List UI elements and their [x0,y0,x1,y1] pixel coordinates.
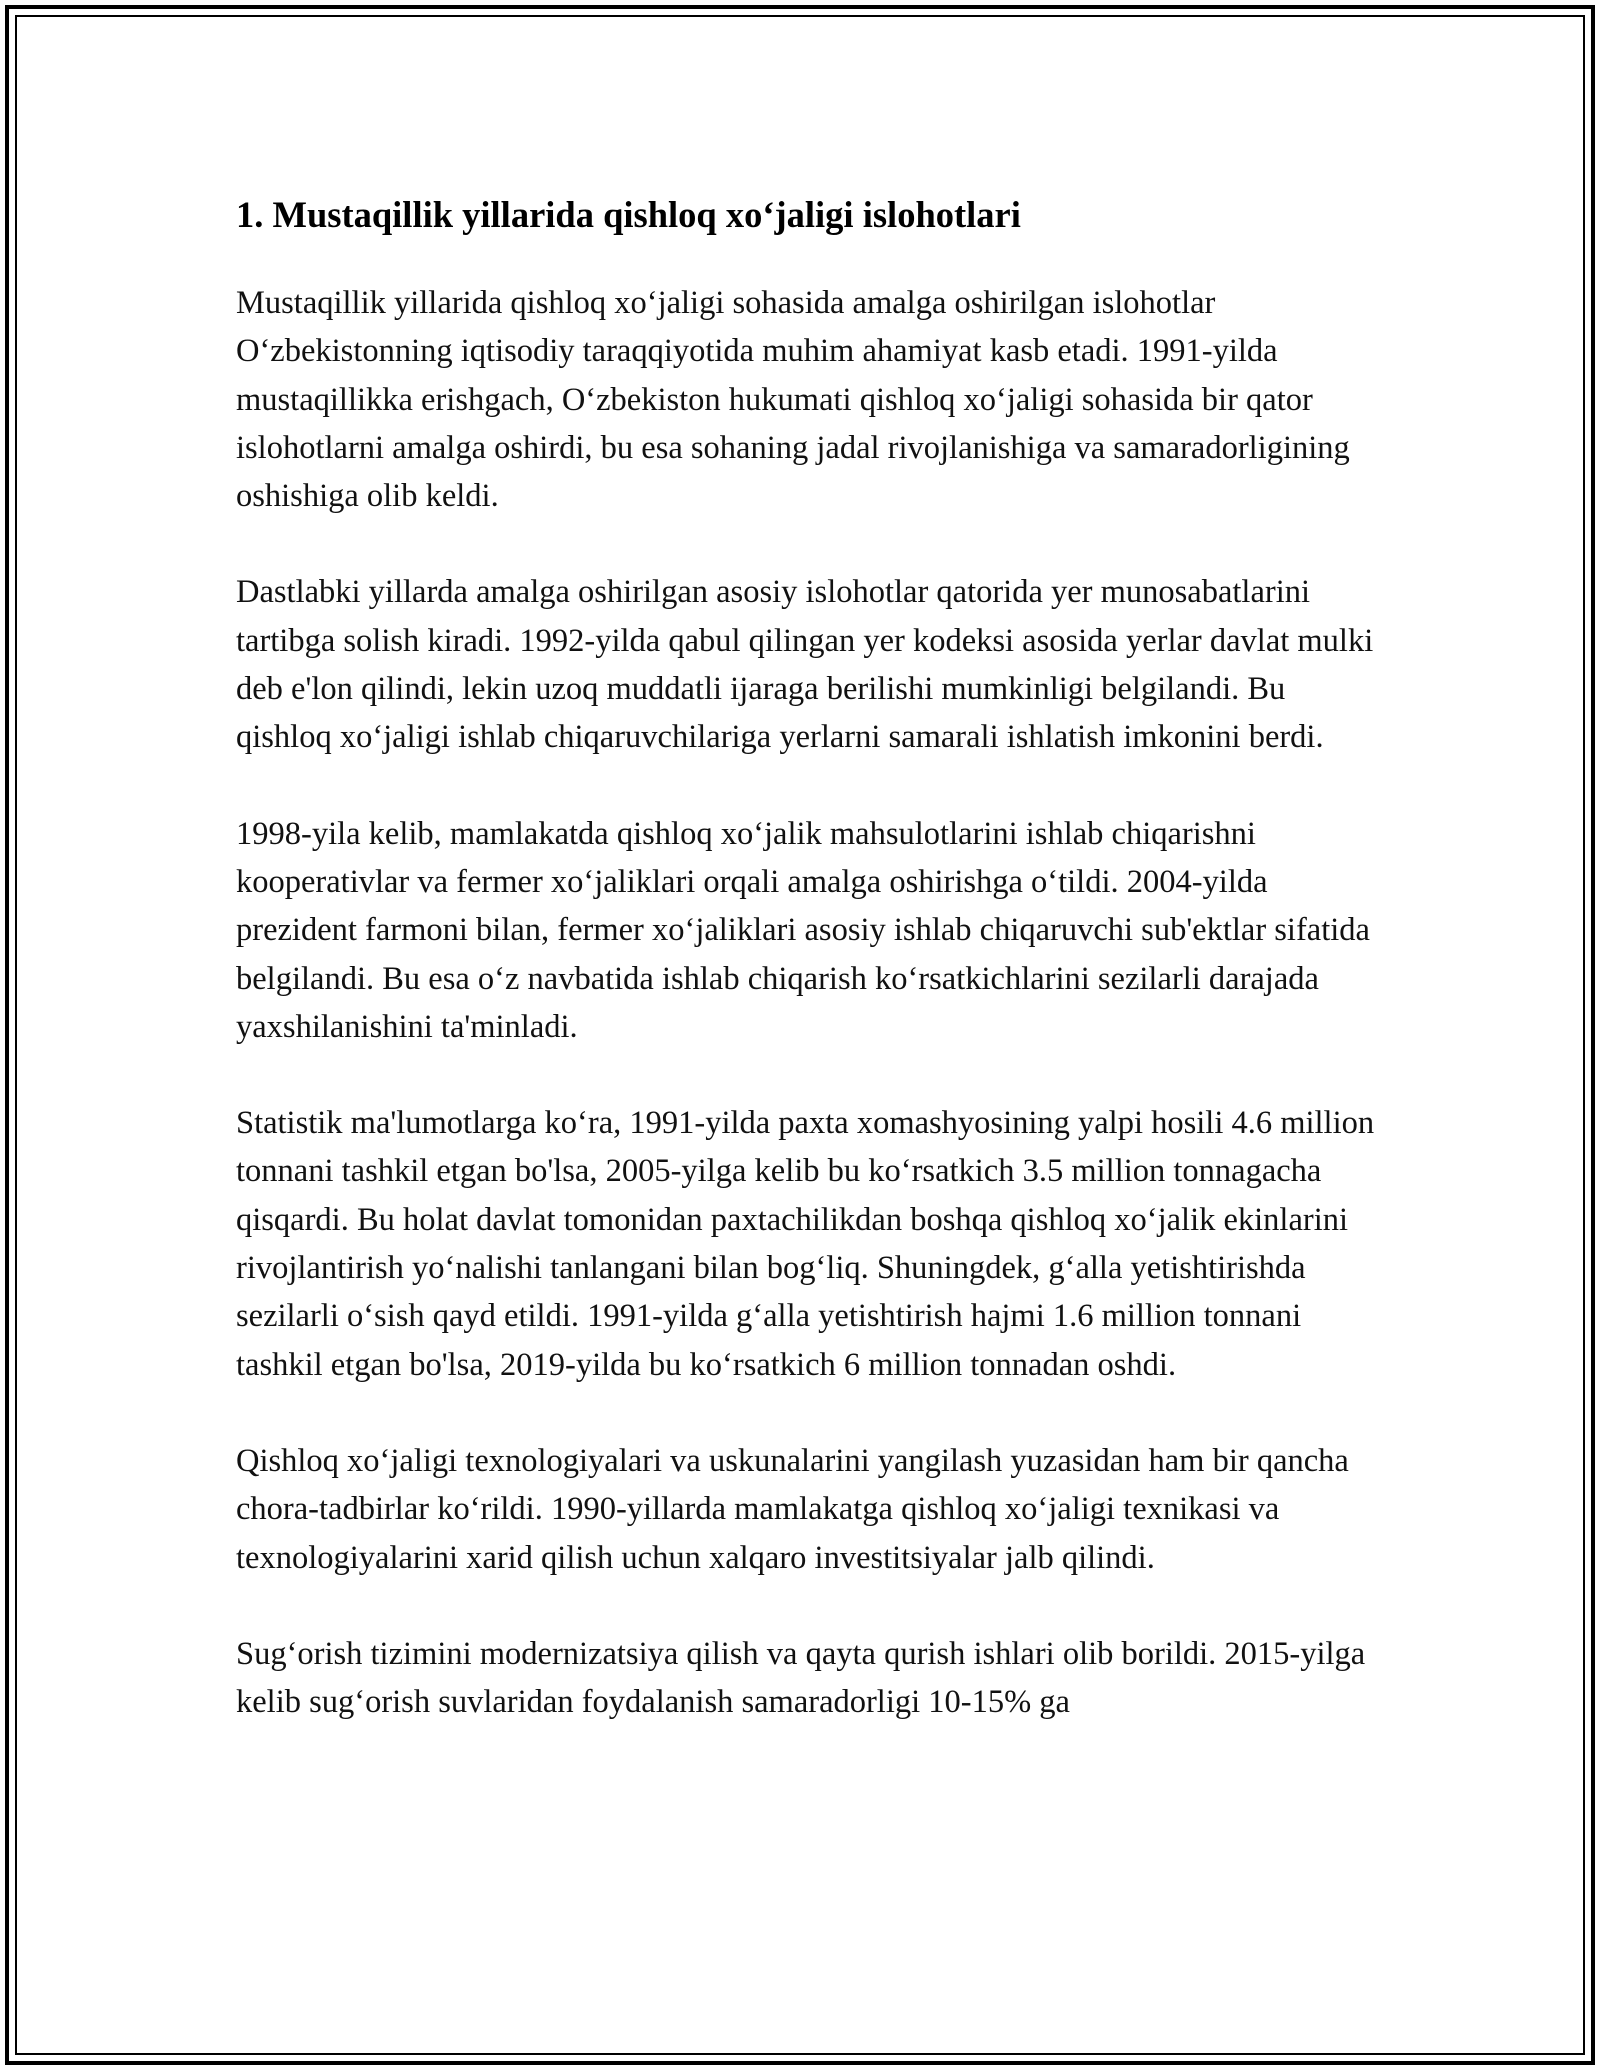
document-body [236,183,1386,1726]
paragraph-5: Qishloq xo‘jaligi texnologiyalari va uskunalarini yangilash yuzasidan ham bir qancha chora-tadbirlar ko‘rildi. 1990-yillarda mamlakatga qishloq xo‘jaligi texnikasi va texnologiyalarini xarid qilish uchun xalqaro investitsiyalar jalb qilindi. [236,1442,1349,1576]
paragraph-3: 1998-yila kelib, mamlakatda qishloq xo‘jalik mahsulotlarini ishlab chiqarishni kooperativlar va fermer xo‘jaliklari orqali amalga oshirishga o‘tildi. 2004-yilda prezident farmoni bilan, fermer xo‘jaliklari asosiy ishlab chiqaruvchi sub'ektlar sifatida belgilandi. Bu esa o‘z navbatida ishlab chiqarish ko‘rsatkichlarini sezilarli darajada yaxshilanishini ta'minladi. [236,815,1370,1045]
paragraph-1: Mustaqillik yillarida qishloq xo‘jaligi sohasida amalga oshirilgan islohotlar O‘zbekistonning iqtisodiy taraqqiyotida muhim ahamiyat kasb etadi. 1991-yilda mustaqillikka erishgach, O‘zbekiston hukumati qishloq xo‘jaligi sohasida bir qator islohotlarni amalga oshirdi, bu esa sohaning jadal rivojlanishiga va samaradorligining oshishiga olib keldi. [236,285,1350,515]
paragraph-6: Sug‘orish tizimini modernizatsiya qilish va qayta qurish ishlari olib borildi. 2015-yilga kelib sug‘orish suvlaridan foydalanish samaradorligi 10-15% ga [236,1635,1366,1721]
section-heading: 1. Mustaqillik yillarida qishloq xo‘jaligi islohotlari [236,194,1021,235]
paragraph-2: Dastlabki yillarda amalga oshirilgan asosiy islohotlar qatorida yer munosabatlarini tartibga solish kiradi. 1992-yilda qabul qilingan yer kodeksi asosida yerlar davlat mulki deb e'lon qilindi, lekin uzoq muddatli ijaraga berilishi mumkinligi belgilandi. Bu qishloq xo‘jaligi ishlab chiqaruvchilariga yerlarni samarali ishlatish imkonini berdi. [236,574,1374,756]
paragraph-4: Statistik ma'lumotlarga ko‘ra, 1991-yilda paxta xomashyosining yalpi hosili 4.6 million tonnani tashkil etgan bo'lsa, 2005-yilga kelib bu ko‘rsatkich 3.5 million tonnagacha qisqardi. Bu holat davlat tomonidan paxtachilikdan boshqa qishloq xo‘jalik ekinlarini rivojlantirish yo‘nalishi tanlangani bilan bog‘liq. Shuningdek, g‘alla yetishtirishda sezilarli o‘sish qayd etildi. 1991-yilda g‘alla yetishtirish hajmi 1.6 million tonnani tashkil etgan bo'lsa, 2019-yilda bu ko‘rsatkich 6 million tonnadan oshdi. [236,1105,1375,1383]
